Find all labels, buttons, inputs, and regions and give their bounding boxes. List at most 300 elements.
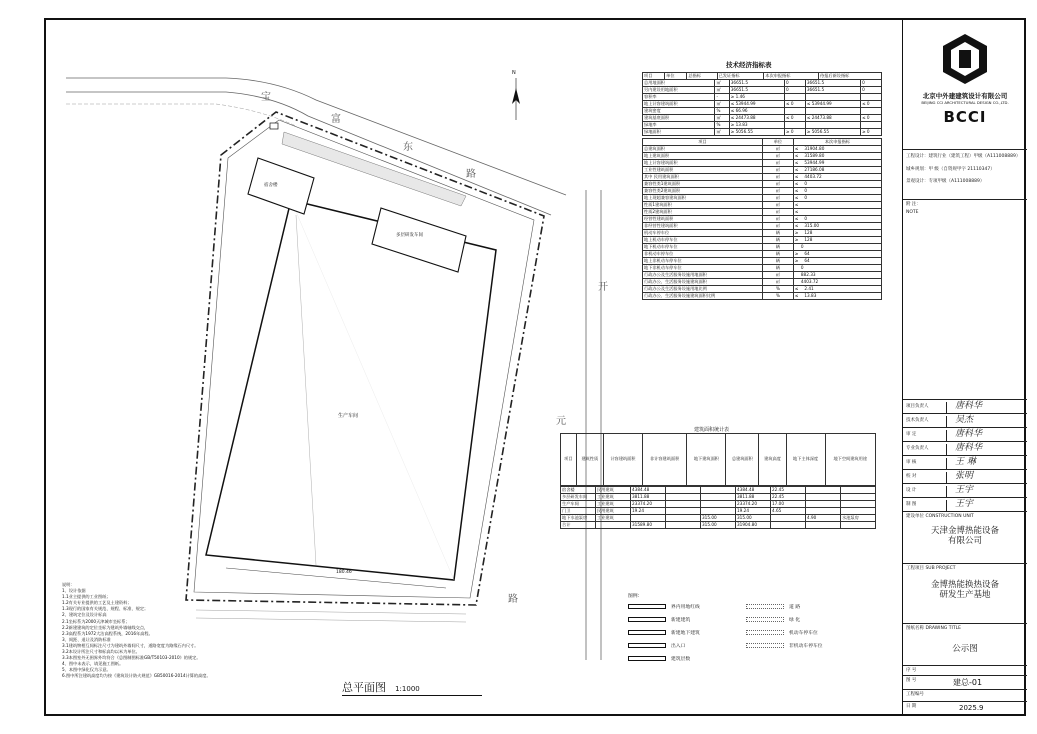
legend-label: 建筑层数: [671, 657, 691, 662]
legend-label: 出入口: [671, 644, 686, 649]
legend-title: 图例：: [628, 594, 643, 599]
legend-item: [628, 629, 738, 636]
table-cell: 工业建筑: [596, 515, 631, 522]
table-cell: 地下非机动车停车位: [643, 265, 763, 272]
table-row: [643, 94, 882, 101]
table-cell: 地下建筑面积: [687, 434, 726, 486]
signature-block: [903, 400, 1027, 512]
table-row: [643, 153, 882, 160]
table-row: [643, 139, 882, 146]
table-row: [643, 209, 882, 216]
table-row: [643, 87, 882, 94]
drawing-name-label: 图纸名称: [906, 626, 924, 631]
table-cell: ㎡: [763, 146, 794, 153]
signature-row: [903, 456, 1027, 470]
legend-label: 新建地下建筑: [671, 631, 700, 636]
table-cell: ㎡: [763, 272, 794, 279]
date-label: 日 期: [906, 704, 917, 709]
comparator: ≤: [794, 201, 799, 207]
table-cell: 4.90: [806, 515, 841, 522]
plan-scale: 1:1000: [395, 685, 420, 693]
building-label: 宿舍楼: [264, 183, 278, 188]
table-cell: 水池泵房: [841, 515, 876, 522]
table-cell: 0: [861, 87, 882, 94]
table-cell: ㎡: [763, 188, 794, 195]
table-cell: ㎡: [715, 101, 729, 108]
legend: [628, 592, 856, 662]
table-cell: [861, 122, 882, 129]
note-line: 1、设计依据: [62, 588, 86, 594]
table-header: 项目: [643, 73, 665, 80]
table-cell: [666, 515, 701, 522]
table-cell: ㎡: [715, 129, 729, 136]
company-logo-text: BCCI: [943, 108, 987, 126]
table-cell: 19.24: [631, 508, 666, 515]
table-cell: 单位: [763, 139, 794, 146]
table-cell: [806, 494, 841, 501]
table-cell: ≤ 0: [785, 115, 806, 122]
comparator: ≥: [794, 229, 799, 235]
table-cell: 315.00: [736, 515, 771, 522]
table-row: [561, 515, 876, 522]
sheet-no-row: [903, 676, 1027, 690]
table-value: 128: [804, 229, 813, 235]
note-line: 5、本图中绿化仅为示意。: [62, 667, 111, 673]
table-cell: 经营性建筑面积: [643, 216, 763, 223]
table-cell: [806, 501, 841, 508]
note-line: 2.3高程系为1972大沽高程系统，2016年高程。: [62, 630, 153, 636]
table-cell: [806, 487, 841, 494]
note-line: 3.2本设计所注尺寸和标高均以米为单位。: [62, 649, 140, 655]
table-value: 4403.72: [800, 278, 819, 284]
table-cell: %: [715, 108, 729, 115]
table-cell: ≤ 53944.99: [805, 101, 860, 108]
comparator: ≤: [794, 187, 799, 193]
comparator: ≤: [794, 194, 799, 200]
gatehouse: [270, 123, 278, 129]
project-label: 工程项目: [906, 566, 924, 571]
notes-title: 说明：: [62, 582, 75, 587]
role-label: 设 计: [903, 486, 947, 498]
table-row: [643, 188, 882, 195]
cert-line: 城乡规划：甲 级（自资规甲字 21110347）: [906, 166, 995, 172]
table-row: [561, 487, 876, 494]
table-value: 13.83: [804, 292, 817, 298]
table-value: 53944.99: [804, 159, 825, 165]
road-label: 开: [598, 282, 608, 293]
table-cell: ㎡: [715, 87, 729, 94]
table-cell: [785, 122, 806, 129]
cert-line: 景观设计：专项甲级（A111008889）: [906, 179, 985, 185]
table-cell: 辆: [763, 265, 794, 272]
table-cell: [701, 487, 736, 494]
table-cell: 绿地面积: [643, 129, 715, 136]
table-value: 31589.80: [804, 152, 825, 158]
tech-table-body: [642, 79, 882, 136]
table-value: 4403.72: [804, 173, 822, 179]
owner-block: [903, 512, 1027, 564]
table-cell: %: [715, 122, 729, 129]
table-cell: ㎡: [715, 115, 729, 122]
signature: 唐科华: [955, 429, 983, 439]
table-row: [561, 508, 876, 515]
signature: 张明: [955, 471, 974, 481]
legend-swatch-icon: [746, 630, 784, 635]
legend-label: 绿 化: [789, 618, 801, 623]
table-row: [643, 251, 882, 258]
table-cell: 19.24: [736, 508, 771, 515]
table-cell: [785, 94, 806, 101]
table-value: 27186.08: [804, 166, 825, 172]
table-cell: 315.00: [701, 515, 736, 522]
table-header: 待报后新设指标: [819, 73, 882, 80]
road-label: 路: [466, 169, 476, 180]
company-name: 北京中外建建筑设计有限公司: [922, 92, 1008, 100]
table-cell: 合计: [561, 522, 596, 529]
table-cell: 本次申报指标: [793, 139, 881, 146]
road-label: 东: [403, 142, 413, 153]
north-arrow: [512, 78, 520, 120]
table-cell: 辆: [763, 258, 794, 265]
comparator: ≤: [794, 285, 799, 291]
comparator: ≤: [794, 173, 799, 179]
table-cell: 地下机动车停车位: [643, 244, 763, 251]
table-row: [643, 122, 882, 129]
role-label: 专业负责人: [903, 444, 947, 456]
signature: 王宇: [955, 485, 974, 495]
table-cell: 22.45: [771, 487, 806, 494]
table-cell: %: [763, 293, 794, 300]
table-cell: 建筑基底面积: [643, 115, 715, 122]
road-label: 路: [508, 594, 518, 605]
role-label: 审 定: [903, 430, 947, 442]
table-cell: [806, 522, 841, 529]
owner-label-en: CONSTRUCTION UNIT: [925, 514, 974, 519]
table-value: 128: [804, 236, 813, 242]
company-name-en: BEIJING CCI ARCHITECTURAL DESIGN CO.,LTD.: [921, 100, 1009, 105]
table-cell: 36651.5: [729, 87, 784, 94]
table-cell: 总用地面积: [643, 80, 715, 87]
table-row: [643, 216, 882, 223]
signature: 王宇: [955, 499, 974, 509]
legend-label: 机动车停车位: [789, 631, 818, 636]
table-cell: 23374.20: [631, 501, 666, 508]
table-cell: [805, 94, 860, 101]
table-row: [643, 167, 882, 174]
table-cell: 4384.48: [736, 487, 771, 494]
table-value: 0: [804, 215, 808, 221]
road-label: 宝: [261, 92, 271, 103]
table-cell: 行政办公、生活服务设施建筑面积: [643, 279, 763, 286]
table-cell: ㎡: [763, 181, 794, 188]
table-cell: [771, 515, 806, 522]
table-cell: [771, 522, 806, 529]
tech-table-title: 技术经济指标表: [726, 61, 772, 69]
job-no-row: [903, 690, 1027, 702]
table-cell: ≥ 0: [861, 129, 882, 136]
note-line: 3、间距、退让及消防标准: [62, 636, 111, 642]
north-label: N: [512, 70, 516, 76]
table-cell: [861, 108, 882, 115]
table-cell: 17.00: [771, 501, 806, 508]
table-cell: [596, 522, 631, 529]
table-row: [643, 258, 882, 265]
table-value: 64: [804, 250, 810, 256]
comparator: ≤: [794, 145, 799, 151]
signature-row: [903, 428, 1027, 442]
legend-swatch-icon: [746, 604, 784, 609]
project-line: 金博热能换热设备: [930, 579, 999, 590]
plan-title: 总平面图: [342, 681, 386, 694]
table-cell: [805, 122, 860, 129]
table-row: [643, 272, 882, 279]
table-cell: 非经营性建筑面积: [643, 223, 763, 230]
table-cell: ㎡: [763, 174, 794, 181]
legend-item: [628, 603, 738, 610]
legend-swatch-icon: [628, 656, 666, 661]
table-cell: 工业建筑: [596, 494, 631, 501]
notes-block: [903, 200, 1027, 400]
legend-item: [628, 616, 738, 623]
table-cell: [841, 487, 876, 494]
note-line: 1.3现行的国家有关规范、规程、标准、规定；: [62, 606, 149, 612]
company-logo-block: [903, 20, 1027, 150]
table-cell: ㎡: [763, 160, 794, 167]
table-cell: 315.00: [701, 522, 736, 529]
table-row: [643, 223, 882, 230]
table-cell: ㎡: [763, 167, 794, 174]
table-row: [643, 108, 882, 115]
note-line: 4、图中未表示，请见施工图纸。: [62, 661, 124, 667]
legend-swatch-icon: [628, 604, 666, 609]
table-cell: ≤ 24473.88: [729, 115, 784, 122]
table-cell: [841, 494, 876, 501]
legend-label: 界内用地红线: [671, 605, 700, 610]
table-row: [643, 230, 882, 237]
comparator: ≤: [794, 222, 799, 228]
drawing-name: 公示图: [952, 643, 978, 654]
comparator: ≤: [794, 180, 799, 186]
table-cell: 地上计容建筑面积: [643, 101, 715, 108]
seq-row: [903, 666, 1027, 676]
signature: 唐科华: [955, 443, 983, 453]
building-label: 生产车间: [338, 413, 359, 419]
table-cell: ≤ 66.96: [729, 108, 784, 115]
sheet-no: 建总-01: [953, 678, 983, 687]
table-row: [643, 181, 882, 188]
table-cell: [666, 508, 701, 515]
job-no-label: 工程编号: [906, 692, 924, 697]
note-line: 3.1建筑物相互间标注尺寸为建筑外墙间尺寸，道路宽度为路缘石内尺寸。: [62, 642, 199, 648]
cert-block: [903, 150, 1027, 200]
legend-swatch-icon: [628, 630, 666, 635]
table-value: 31904.80: [804, 145, 825, 151]
table-value: 315.00: [804, 222, 820, 228]
table-cell: 地上建筑面积: [643, 153, 763, 160]
table-cell: ㎡: [763, 216, 794, 223]
table-cell: ≥ 0: [785, 129, 806, 136]
legend-swatch-icon: [746, 643, 784, 648]
legend-label: 新建建筑: [671, 618, 691, 623]
table-cell: 辆: [763, 230, 794, 237]
table-cell: [701, 508, 736, 515]
table-value: 0: [804, 180, 808, 186]
table-header: 单位: [665, 73, 687, 80]
drawing-name-block: [903, 624, 1027, 666]
table-cell: [666, 501, 701, 508]
table-cell: 计容建筑面积: [604, 434, 643, 486]
drawing-frame: [44, 18, 1026, 716]
note-line: 2.2新建建筑的定位坐标为建筑外墙轴线交点，: [62, 624, 149, 630]
table-value: 0: [804, 194, 808, 200]
dormitory-building: [248, 158, 314, 214]
table-cell: [805, 108, 860, 115]
cert-line: 工程设计：建筑行业（建筑工程）甲级（A111008889）: [906, 154, 1021, 159]
table-cell: [701, 494, 736, 501]
table-cell: 0: [785, 80, 806, 87]
table-cell: 另内建设用地面积: [643, 87, 715, 94]
project-label-en: SUB PROJECT: [925, 566, 956, 571]
drawing-area: [46, 20, 902, 714]
table-value: 0: [800, 243, 804, 249]
table-cell: 地下水池泵房: [561, 515, 596, 522]
table-cell: %: [763, 286, 794, 293]
table-cell: 容积率: [643, 94, 715, 101]
signature: 王 琳: [955, 457, 976, 467]
table-row: [643, 101, 882, 108]
plan-title-block: [342, 676, 482, 696]
signature-row: [903, 442, 1027, 456]
table-cell: 建筑性质: [576, 434, 603, 486]
bldg-table-title: 建筑面积统计表: [694, 427, 730, 433]
bldg-table: [560, 433, 876, 486]
legend-label: 道 路: [789, 605, 801, 610]
legend-item: [628, 642, 738, 649]
note-line: 3.3本图室外无围界外均符合《总图制图标准GB/T50103-2010》的规定。: [62, 655, 201, 661]
table-value: 64: [804, 257, 810, 263]
comparator: ≥: [794, 236, 799, 242]
signature-row: [903, 498, 1027, 512]
table-cell: ㎡: [763, 195, 794, 202]
table-cell: 地上非机动车停车位: [643, 258, 763, 265]
table-cell: ≤ 0: [861, 115, 882, 122]
table-value: 882.33: [800, 271, 816, 277]
table-cell: ≥ 5056.55: [805, 129, 860, 136]
title-block: [902, 20, 1026, 714]
table-cell: 地下主体深度: [786, 434, 825, 486]
table-cell: 地上现超兼容建筑面积: [643, 195, 763, 202]
table-row: [643, 129, 882, 136]
signature-row: [903, 470, 1027, 484]
table-cell: 民用建筑: [596, 487, 631, 494]
table-cell: 工业建筑: [596, 501, 631, 508]
area-table: [642, 138, 882, 300]
table-cell: 地下空间建筑用途: [825, 434, 876, 486]
signature-row: [903, 400, 1027, 414]
comparator: ≥: [794, 257, 799, 263]
road-label: 富: [331, 114, 341, 125]
table-cell: 总建筑面积: [643, 146, 763, 153]
table-cell: [806, 508, 841, 515]
table-cell: 兼容性类2建筑面积: [643, 188, 763, 195]
table-value: 0: [800, 264, 804, 270]
comparator: ≤: [794, 159, 799, 165]
legend-item: [628, 655, 738, 662]
road-label: 元: [556, 416, 566, 427]
table-cell: 36651.5: [805, 80, 860, 87]
table-row: [643, 146, 882, 153]
legend-item: [746, 616, 856, 623]
legend-swatch-icon: [628, 617, 666, 622]
table-row: [643, 174, 882, 181]
role-label: 校 对: [903, 472, 947, 484]
table-header: 本次申报指标: [764, 73, 819, 80]
table-header: 已发证指标: [717, 73, 764, 80]
table-cell: 行政办公及生活服务设施用地面积: [643, 272, 763, 279]
legend-item: [746, 603, 856, 610]
table-cell: [861, 94, 882, 101]
notes-label: 附 注：: [906, 202, 921, 207]
table-cell: [785, 108, 806, 115]
notes-label-en: NOTE: [906, 209, 919, 215]
table-cell: 多层研发车间: [561, 494, 596, 501]
table-cell: [666, 522, 701, 529]
comparator: ≤: [794, 166, 799, 172]
role-label: 项目负责人: [903, 402, 947, 414]
table-value: 0: [804, 187, 808, 193]
project-block: [903, 564, 1027, 624]
table-cell: 辆: [763, 251, 794, 258]
legend-item: [746, 629, 856, 636]
table-cell: 项目: [643, 139, 763, 146]
drawing-name-label-en: DRAWING TITLE: [925, 626, 961, 631]
comparator: ≤: [794, 292, 799, 298]
table-cell: 非机动车停车位: [643, 251, 763, 258]
table-row: [561, 494, 876, 501]
table-row: [561, 522, 876, 529]
table-cell: 性质1建筑面积: [643, 202, 763, 209]
legend-label: 非机动车停车位: [789, 644, 823, 649]
table-cell: 建筑高度: [759, 434, 786, 486]
table-row: [643, 265, 882, 272]
table-cell: 性质2建筑面积: [643, 209, 763, 216]
table-cell: ≥ 13.83: [729, 122, 784, 129]
table-cell: -: [715, 94, 729, 101]
signature: 唐科华: [955, 401, 983, 411]
date-row: [903, 702, 1027, 714]
table-cell: ≤ 0: [785, 101, 806, 108]
table-cell: [666, 487, 701, 494]
legend-item: [746, 642, 856, 649]
building-label: 多层研发车间: [396, 233, 423, 238]
table-cell: 地上计容建筑面积: [643, 160, 763, 167]
legend-swatch-icon: [628, 643, 666, 648]
table-row: [643, 286, 882, 293]
table-row: [643, 244, 882, 251]
table-cell: 民用建筑: [596, 508, 631, 515]
signature-row: [903, 414, 1027, 428]
table-cell: 0: [785, 87, 806, 94]
table-cell: 辆: [763, 237, 794, 244]
table-cell: ≤ 24473.88: [805, 115, 860, 122]
table-cell: 生产车间: [561, 501, 596, 508]
design-notes: [62, 582, 282, 680]
table-row: [561, 434, 876, 486]
owner-line: 有限公司: [947, 536, 982, 547]
table-cell: 4384.48: [631, 487, 666, 494]
table-row: [643, 115, 882, 122]
owner-label: 建设单位: [906, 514, 924, 519]
